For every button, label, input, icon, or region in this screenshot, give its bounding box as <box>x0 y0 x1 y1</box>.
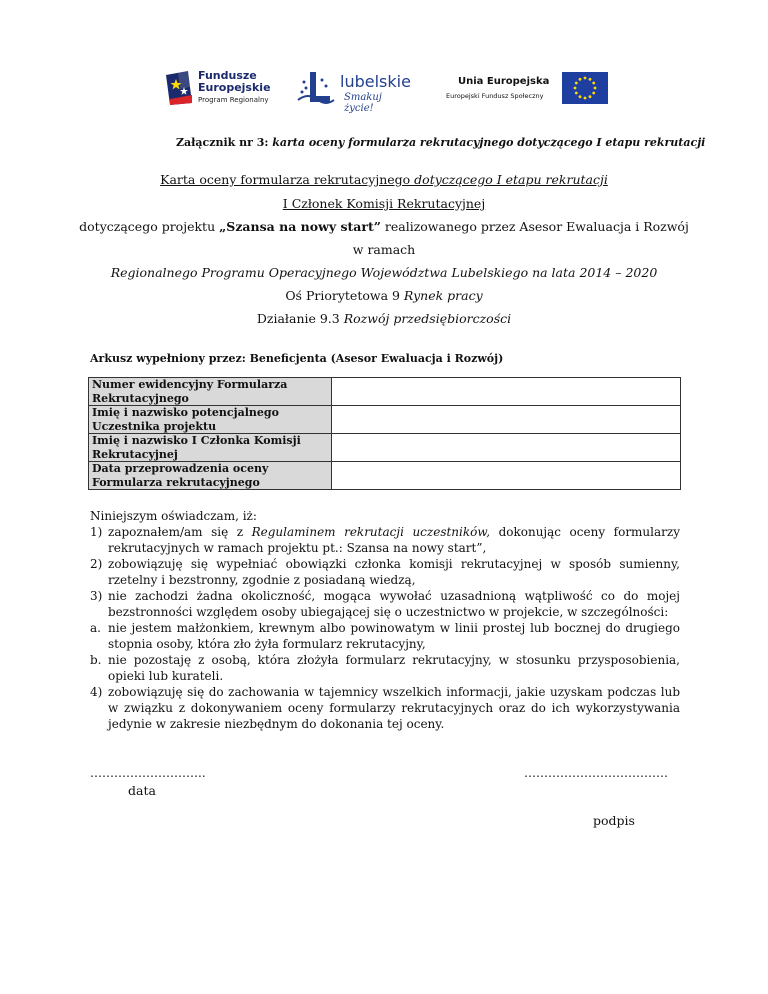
list-item: 3) nie zachodzi żadna okoliczność, mogąca wywołać uzasadnioną wątpliwość co do mojej bezstronności względem osoby ubiegającej się o uczestnictwo w projekcie, w szczególności: <box>90 589 680 619</box>
date-label: data <box>128 783 156 798</box>
annex-title: karta oceny formularza rekrutacyjnego dotyczącego I etapu rekrutacji <box>272 136 706 149</box>
card-title-italic: dotyczącego I etapu rekrutacji <box>414 172 608 187</box>
project-line-b: realizowanego przez Asesor Ewaluacja i Rozwój <box>380 219 689 234</box>
program-line: Regionalnego Programu Operacyjnego Województwa Lubelskiego na lata 2014 – 2020 <box>110 265 658 280</box>
row-label: Imię i nazwisko I Członka Komisji Rekrutacyjnej <box>89 434 332 462</box>
priority-axis-line <box>0 288 768 303</box>
list-item: 4) zobowiązuję się do zachowania w tajemnicy wszelkich informacji, jakie uzyskam podczas lub w związku z dokonywaniem oceny formularzy rekrutacyjnych oraz do ich wykorzystywania jedynie w zakresie niezbędnym do dokonania tej oceny. <box>90 685 680 731</box>
signature-label: podpis <box>593 813 635 828</box>
measure-line <box>0 311 768 326</box>
table-row <box>89 462 681 490</box>
committee-member: I Członek Komisji Rekrutacyjnej <box>282 196 486 211</box>
lubelskie-mark-icon <box>296 70 336 108</box>
date-dots: ……………………….. <box>90 766 206 780</box>
measure-label: Działanie 9.3 <box>256 311 344 326</box>
table-row <box>89 378 681 406</box>
evaluation-date-field[interactable] <box>332 462 681 490</box>
form-number-field[interactable] <box>332 378 681 406</box>
fe-subtitle: Program Regionalny <box>198 96 269 104</box>
card-title <box>0 172 768 187</box>
row-label: Numer ewidencyjny Formularza Rekrutacyjnego <box>89 378 332 406</box>
unia-europejska-logo <box>446 66 606 110</box>
participant-name-field[interactable] <box>332 406 681 434</box>
project-line <box>0 219 768 234</box>
row-label: Imię i nazwisko potencjalnego Uczestnika projektu <box>89 406 332 434</box>
fe-flag-icon <box>164 69 194 107</box>
sheet-filled-by: Arkusz wypełniony przez: Beneficjenta (Asesor Ewaluacja i Rozwój) <box>90 352 504 365</box>
annex-prefix: Załącznik nr 3 <box>176 136 265 149</box>
measure-name: Rozwój przedsiębiorczości <box>343 311 512 326</box>
fe-line2: Europejskie <box>198 81 271 94</box>
table-row <box>89 406 681 434</box>
priority-axis-label: Oś Priorytetowa 9 <box>285 288 404 303</box>
lubelskie-slogan: Smakuj życie! <box>344 92 382 114</box>
row-label: Data przeprowadzenia oceny Formularza rekrutacyjnego <box>89 462 332 490</box>
list-item: 1) zapoznałem/am się z Regulaminem rekrutacji uczestników, dokonując oceny formularzy rekrutacyjnych w ramach projektu pt.: Szansa na nowy start”, <box>90 525 680 555</box>
ue-title: Unia Europejska <box>458 76 550 87</box>
fe-line1: Fundusze <box>198 69 257 82</box>
list-item: b. nie pozostaję z osobą, która złożyła formularz rekrutacyjny, w stosunku przysposobienia, opieki lub kurateli. <box>90 653 680 683</box>
priority-axis-name: Rynek pracy <box>403 288 483 303</box>
annex-sep: : <box>264 136 273 149</box>
list-item: a. nie jestem małżonkiem, krewnym albo powinowatym w linii prostej lub bocznej do drugiego stopnia osoby, która zło żyła formularz rekrutacyjny, <box>90 621 680 651</box>
declaration-intro: Niniejszym oświadczam, iż: <box>90 509 257 523</box>
fundusze-europejskie-logo <box>164 66 284 110</box>
declaration <box>90 508 680 732</box>
committee-member-name-field[interactable] <box>332 434 681 462</box>
project-name: „Szansa na nowy start” <box>219 219 381 234</box>
within-line: w ramach <box>352 242 416 257</box>
logo-bar <box>0 66 768 116</box>
project-line-a: dotyczącego projektu <box>79 219 220 234</box>
card-title-plain: Karta oceny formularza rekrutacyjnego <box>160 172 415 187</box>
lubelskie-name: lubelskie <box>340 72 411 91</box>
annex-heading <box>176 136 705 149</box>
table-row <box>89 434 681 462</box>
list-item: 2) zobowiązuję się wypełniać obowiązki członka komisji rekrutacyjnej w sposób sumienny, rzetelny i bezstronny, zgodnie z posiadaną wiedzą, <box>90 557 680 587</box>
lubelskie-logo <box>296 66 411 114</box>
ue-subtitle: Europejski Fundusz Społeczny <box>446 92 544 100</box>
evaluation-form-table <box>88 377 681 490</box>
signature-dots: ……………………………… <box>524 766 668 780</box>
eu-flag-icon <box>562 72 608 104</box>
